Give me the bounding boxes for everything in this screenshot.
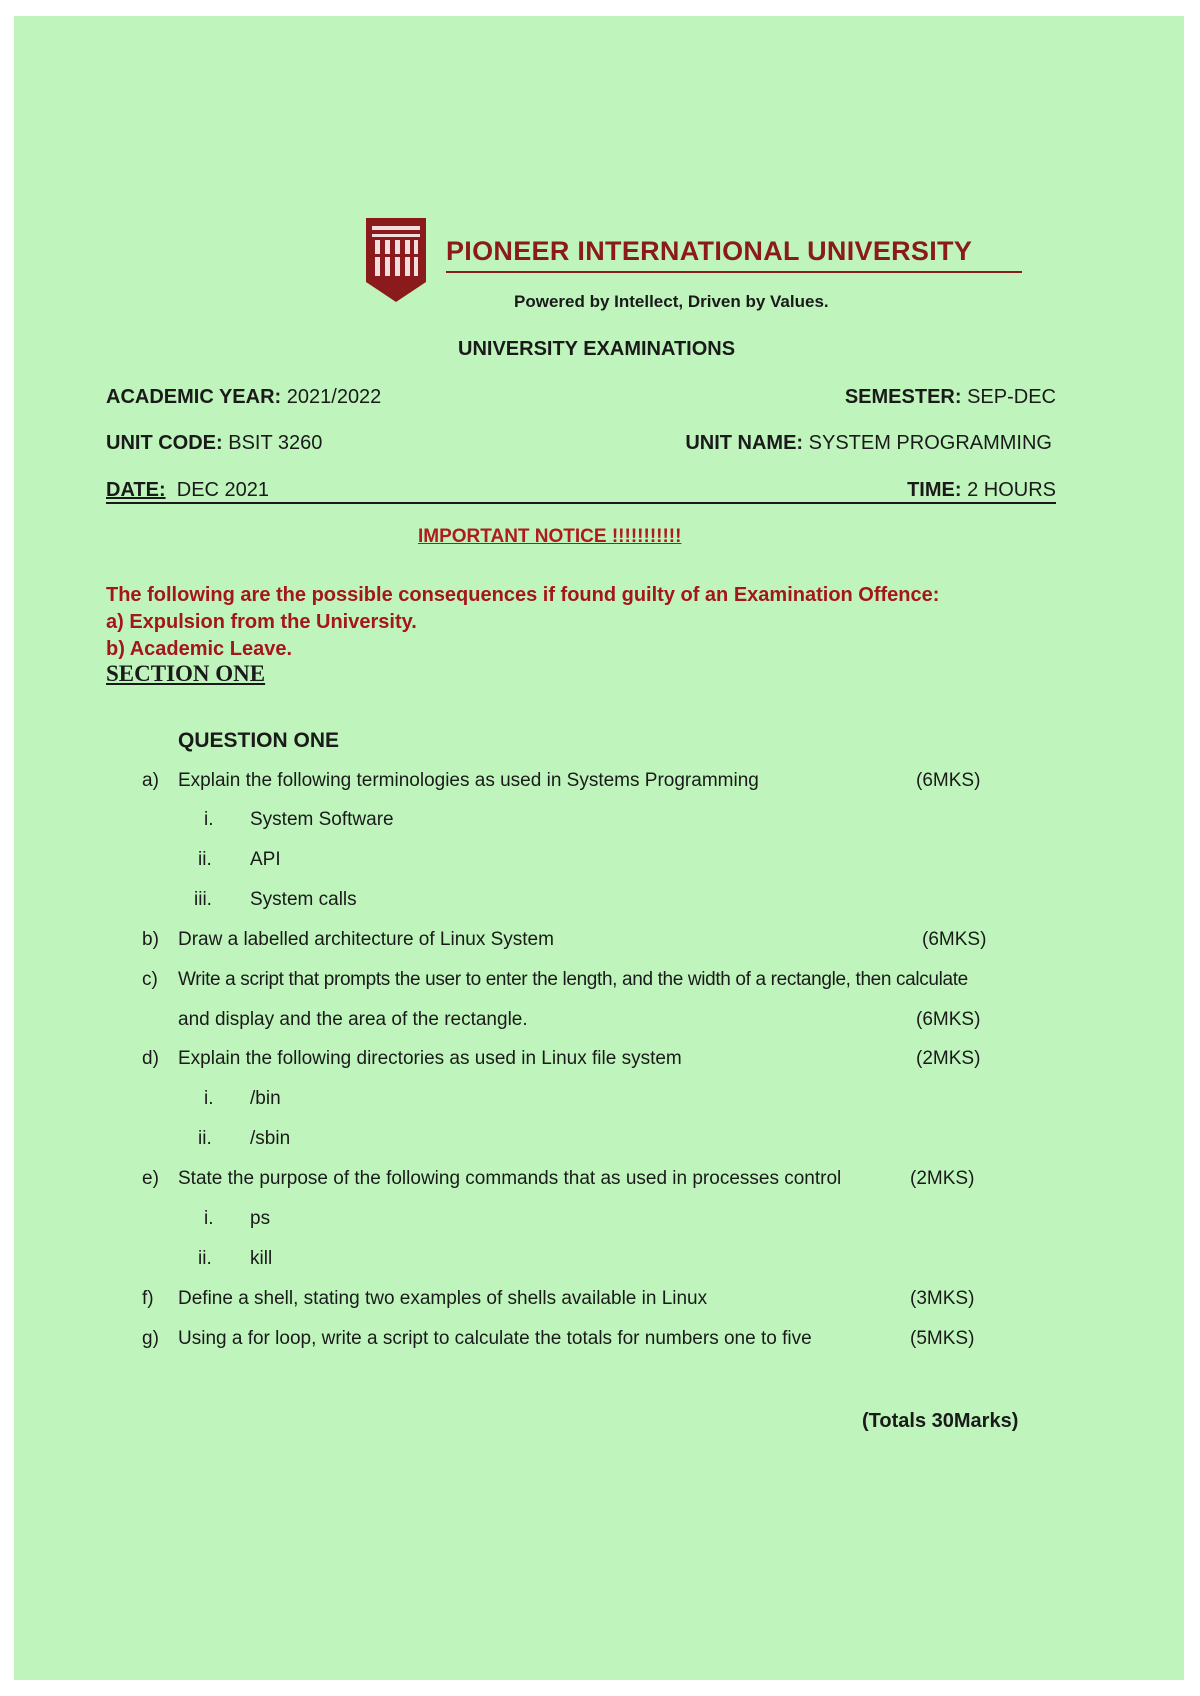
time-value: 2 HOURS xyxy=(967,479,1056,501)
sub-label: ii. xyxy=(198,1248,212,1269)
part-marks: (6MKS) xyxy=(916,1009,981,1030)
time-label: TIME: xyxy=(907,479,962,501)
sub-label: ii. xyxy=(198,849,212,870)
university-name: PIONEER INTERNATIONAL UNIVERSITY xyxy=(446,236,973,266)
part-label: d) xyxy=(142,1048,159,1069)
sub-label: ii. xyxy=(198,1128,212,1149)
header-rule xyxy=(446,271,1022,273)
unit-name xyxy=(685,432,1052,455)
part-marks: (6MKS) xyxy=(916,770,981,791)
important-notice: IMPORTANT NOTICE !!!!!!!!!!! xyxy=(418,526,682,547)
sub-label: i. xyxy=(204,1088,214,1109)
part-label: b) xyxy=(142,929,159,950)
part-text-continued: and display and the area of the rectangle. xyxy=(178,1009,528,1030)
semester xyxy=(845,386,1056,409)
sub-text: /bin xyxy=(250,1088,281,1109)
sub-label: i. xyxy=(204,1208,214,1229)
unit-name-value: SYSTEM PROGRAMMING xyxy=(808,432,1052,454)
notice-item: b) Academic Leave. xyxy=(106,638,293,660)
total-marks: (Totals 30Marks) xyxy=(862,1410,1019,1432)
part-label: e) xyxy=(142,1168,159,1189)
part-marks: (5MKS) xyxy=(910,1328,975,1349)
notice-intro: The following are the possible consequences if found guilty of an Examination Offence: xyxy=(106,584,940,606)
unit-code-value: BSIT 3260 xyxy=(228,432,323,454)
semester-value: SEP-DEC xyxy=(967,386,1056,408)
university-motto: Powered by Intellect, Driven by Values. xyxy=(514,292,829,311)
part-label: g) xyxy=(142,1328,159,1349)
section-title: SECTION ONE xyxy=(106,661,266,686)
part-label: f) xyxy=(142,1288,154,1309)
academic-year-value: 2021/2022 xyxy=(286,386,382,408)
date-value: DEC 2021 xyxy=(176,479,270,501)
part-marks: (6MKS) xyxy=(922,929,987,950)
sub-label: i. xyxy=(204,809,214,830)
part-marks: (2MKS) xyxy=(916,1048,981,1069)
sub-text: System calls xyxy=(250,889,357,910)
part-text: Explain the following directories as used in Linux file system xyxy=(178,1048,682,1069)
part-text: Using a for loop, write a script to calculate the totals for numbers one to five xyxy=(178,1328,812,1349)
sub-label: iii. xyxy=(194,889,212,910)
unit-code xyxy=(106,432,322,455)
exam-title: UNIVERSITY EXAMINATIONS xyxy=(458,338,736,360)
part-marks: (3MKS) xyxy=(910,1288,975,1309)
university-logo xyxy=(362,212,430,304)
part-text: Explain the following terminologies as used in Systems Programming xyxy=(178,770,759,791)
date-rule xyxy=(106,502,1056,504)
sub-text: API xyxy=(250,849,281,870)
part-label: c) xyxy=(142,969,158,990)
part-text: State the purpose of the following commands that as used in processes control xyxy=(178,1168,842,1189)
unit-name-label: UNIT NAME: xyxy=(685,432,804,454)
exam-date xyxy=(106,479,269,502)
academic-year-label: ACADEMIC YEAR: xyxy=(106,386,282,408)
part-text: Write a script that prompts the user to enter the length, and the width of a rectangle, then calculate xyxy=(178,969,968,990)
sub-text: kill xyxy=(250,1248,273,1269)
question-title: QUESTION ONE xyxy=(178,729,340,752)
part-text: Draw a labelled architecture of Linux System xyxy=(178,929,554,950)
unit-code-label: UNIT CODE: xyxy=(106,432,223,454)
academic-year xyxy=(106,386,381,409)
part-label: a) xyxy=(142,770,159,791)
sub-text: ps xyxy=(250,1208,271,1229)
exam-time xyxy=(907,479,1056,502)
date-label: DATE: xyxy=(106,479,166,501)
part-text: Define a shell, stating two examples of shells available in Linux xyxy=(178,1288,708,1309)
notice-item: a) Expulsion from the University. xyxy=(106,611,417,633)
semester-label: SEMESTER: xyxy=(844,386,962,408)
sub-text: System Software xyxy=(250,809,394,830)
sub-text: /sbin xyxy=(250,1128,291,1149)
part-marks: (2MKS) xyxy=(910,1168,975,1189)
